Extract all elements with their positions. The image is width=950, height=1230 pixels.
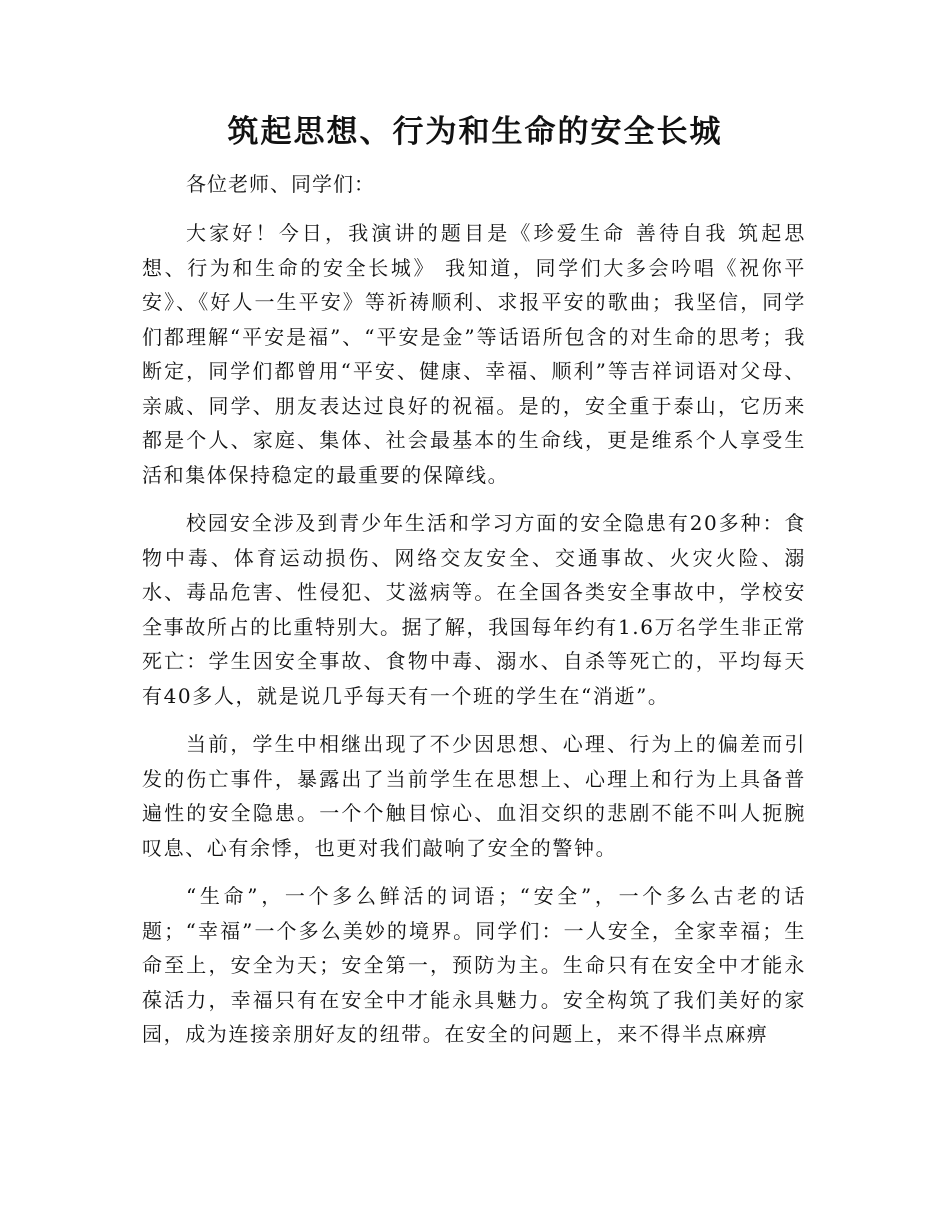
salutation: 各位老师、同学们：	[186, 172, 375, 196]
paragraph-greeting: 大家好！今日，我演讲的题目是《珍爱生命 善待自我 筑起思想、行为和生命的安全长城》 我知道，同学们大多会吟唱《祝你平安》、《好人一生平安》等祈祷顺利、求报平安的歌曲；我坚信，同学们都理解“平安是福”、“平安是金”等话语所包含的对生命的思考；我断定，同学们都曾用“平安、健康、幸福、顺利”等吉祥词语对父母、亲戚、同学、朋友表达过良好的祝福。是的，安全重于泰山，它历来都是个人、家庭、集体、社会最基本的生命线，更是维系个人享受生活和集体保持稳定的最重要的保障线。	[142, 221, 806, 487]
paragraph-life-safety-happiness: “生命”，一个多么鲜活的词语；“安全”，一个多么古老的话题；“幸福”一个多么美妙的境界。同学们：一人安全，全家幸福；生命至上，安全为天；安全第一，预防为主。生命只有在安全中才能永葆活力，幸福只有在安全中才能永具魅力。安全构筑了我们美好的家园，成为连接亲朋好友的纽带。在安全的问题上，来不得半点麻痹	[142, 884, 806, 1046]
paragraph-current-situation: 当前，学生中相继出现了不少因思想、心理、行为上的偏差而引发的伤亡事件，暴露出了当前学生在思想上、心理上和行为上具备普遍性的安全隐患。一个个触目惊心、血泪交织的悲剧不能不叫人扼腕叹息、心有余悸，也更对我们敲响了安全的警钟。	[142, 732, 806, 860]
document-body	[142, 216, 806, 1066]
paragraph-campus-safety: 校园安全涉及到青少年生活和学习方面的安全隐患有20多种：食物中毒、体育运动损伤、网络交友安全、交通事故、火灾火险、溺水、毒品危害、性侵犯、艾滋病等。在全国各类安全事故中，学校安全事故所占的比重特别大。据了解，我国每年约有1.6万名学生非正常死亡：学生因安全事故、食物中毒、溺水、自杀等死亡的，平均每天有40多人，就是说几乎每天有一个班的学生在“消逝”。	[142, 511, 806, 708]
document-title: 筑起思想、行为和生命的安全长城	[227, 114, 723, 150]
